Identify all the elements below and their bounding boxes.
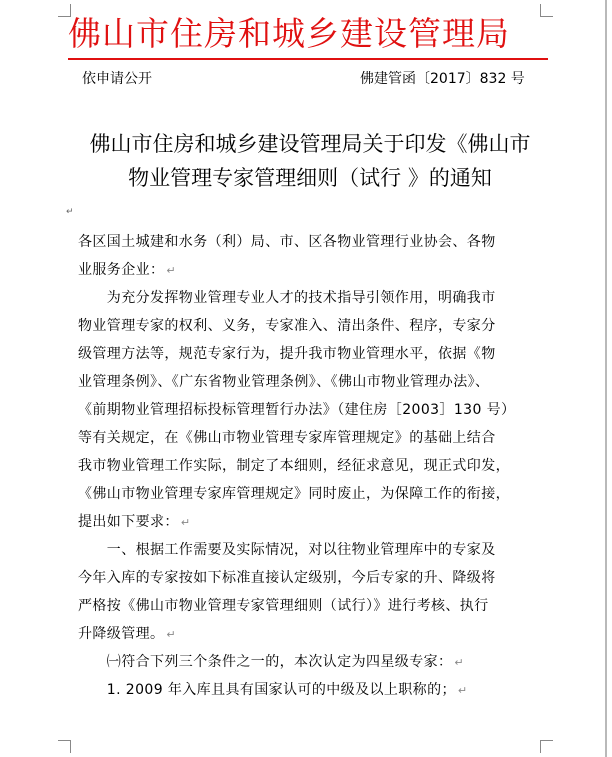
body-line: 一、根据工作需要及实际情况，对以往物业管理库中的专家及 (78, 542, 496, 558)
disclosure-label: 依申请公开 (82, 71, 152, 87)
letterhead-red-rule (68, 58, 548, 60)
letterhead-org-name: 佛山市住房和城乡建设管理局 (68, 14, 510, 53)
body-line: 升降级管理。 ↵ (78, 626, 177, 642)
body-line: 级管理方法等，规范专家行为，提升我市物业管理水平，依据《物 (78, 346, 496, 362)
recipients-line: 业服务企业： ↵ (78, 262, 177, 278)
body-line: 为充分发挥物业管理专业人才的技术指导引领作用，明确我市 (78, 290, 496, 306)
body-line: 业管理条例》、《广东省物业管理条例》、《佛山市物业管理办法》、 (78, 374, 490, 390)
body-line: ㈠符合下列三个条件之一的，本次认定为四星级专家： ↵ (78, 654, 465, 670)
body-line: 严格按《佛山市物业管理专家管理细则（试行）》进行考核、执行 (78, 598, 489, 614)
body-line: 我市物业管理工作实际，制定了本细则，经征求意见，现正式印发， (78, 458, 510, 474)
body-line: 今年入库的专家按如下标准直接认定级别，今后专家的升、降级将 (78, 570, 496, 586)
paragraph-mark: ↵ (66, 207, 74, 217)
document-body (78, 228, 548, 704)
page-edge (605, 0, 607, 757)
body-line: 《前期物业管理招标投标管理暂行办法》（建住房［2003］130 号） (78, 402, 516, 418)
document-title-line1: 佛山市住房和城乡建设管理局关于印发《佛山市 (89, 132, 531, 156)
body-line: 提出如下要求： ↵ (78, 514, 191, 530)
recipients-line: 各区国土城建和水务（利）局、市、区各物业管理行业协会、各物 (78, 234, 496, 250)
body-line: 物业管理专家的权利、义务，专家准入、清出条件、程序，专家分 (78, 318, 496, 334)
crop-mark-bottom-right (540, 740, 553, 753)
body-line: 1. 2009 年入库且具有国家认可的中级及以上职称的； ↵ (78, 682, 468, 698)
crop-mark-bottom-left (58, 740, 71, 753)
body-line: 《佛山市物业管理专家库管理规定》同时废止，为保障工作的衔接， (78, 486, 510, 502)
document-title-line2: 物业管理专家管理细则（试行 》的通知 (128, 166, 492, 190)
document-number: 佛建管函〔2017〕832 号 (360, 71, 525, 87)
body-line: 等有关规定，在《佛山市物业管理专家库管理规定》的基础上结合 (78, 430, 496, 446)
